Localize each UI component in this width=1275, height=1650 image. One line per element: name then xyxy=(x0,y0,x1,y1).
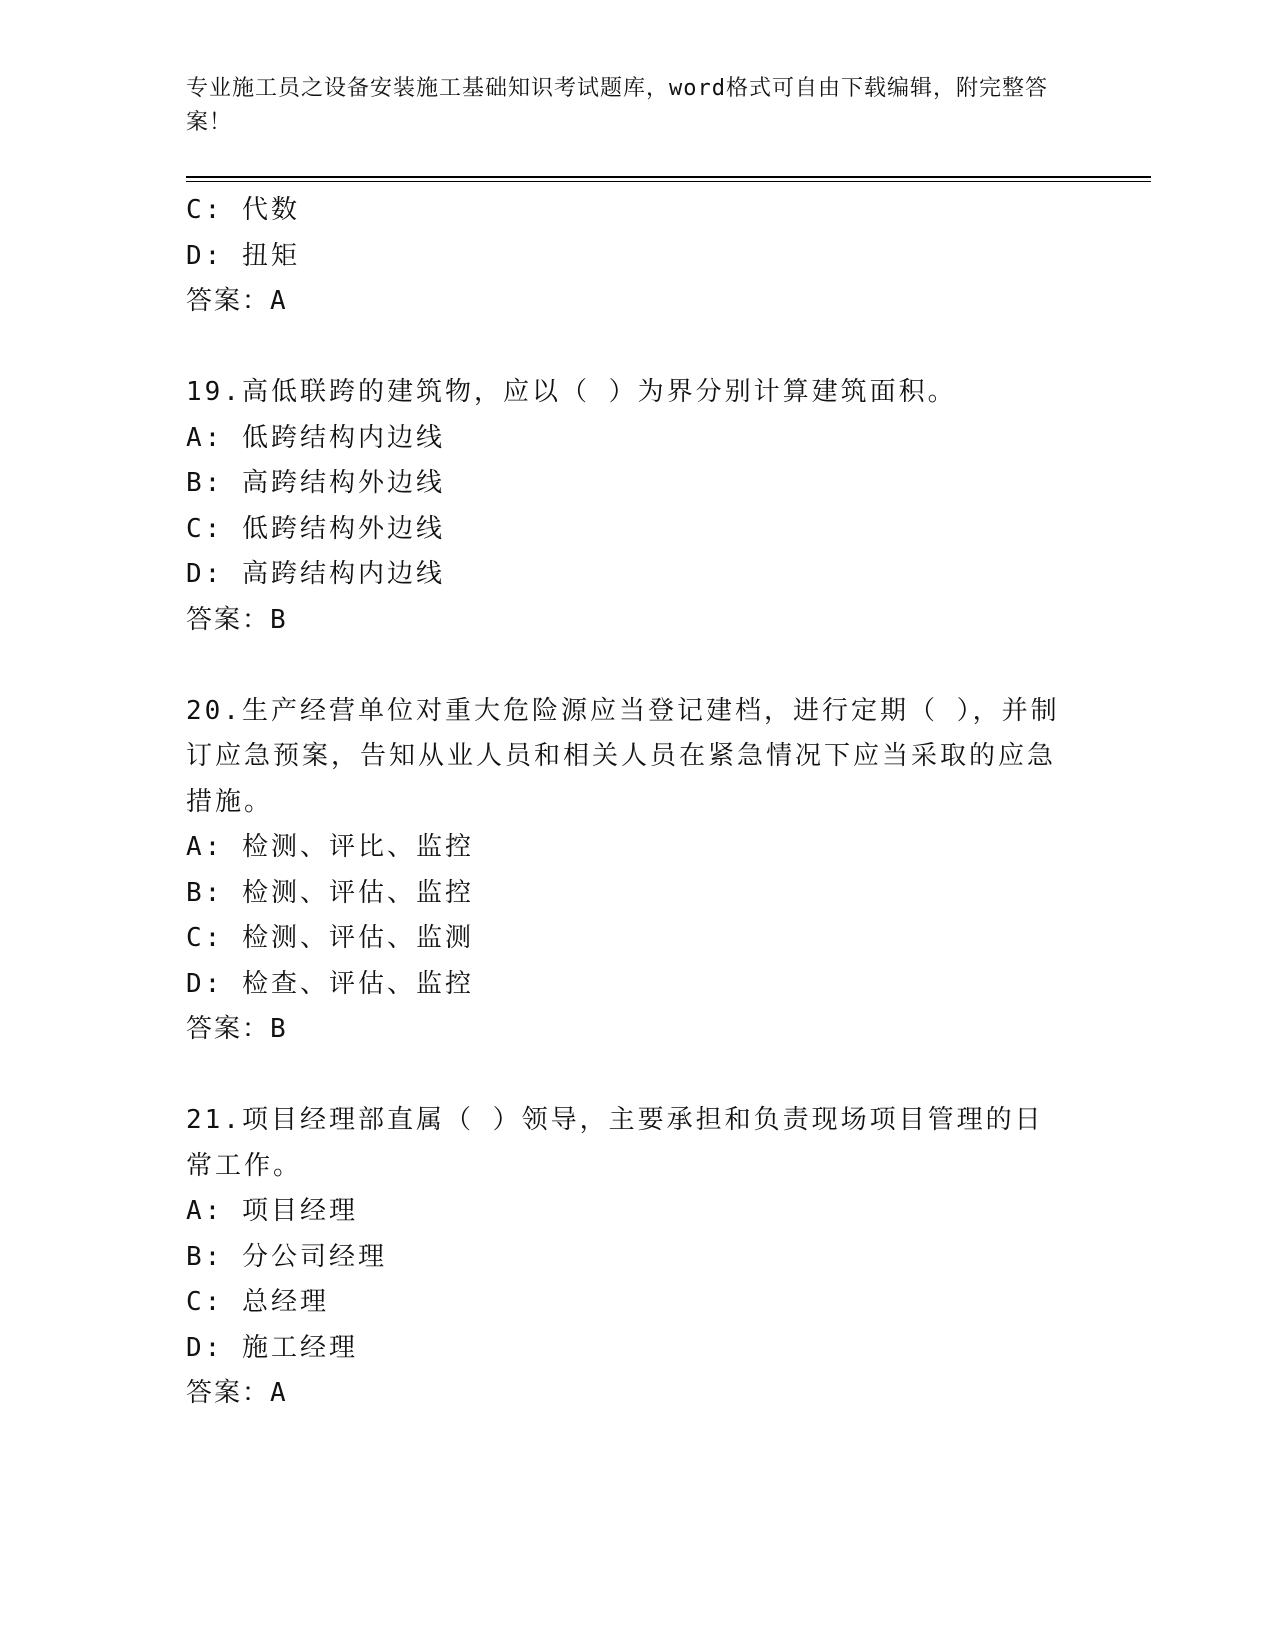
page-header-title: 专业施工员之设备安装施工基础知识考试题库，word格式可自由下载编辑，附完整答案！ xyxy=(186,76,1048,135)
question-20 xyxy=(186,689,1066,1053)
spacer xyxy=(186,643,1066,689)
option-a: A: 低跨结构内边线 xyxy=(186,422,445,453)
question-19 xyxy=(186,370,1066,643)
header-divider-thin xyxy=(186,181,1151,182)
answer-line: 答案：A xyxy=(186,286,288,316)
option-d: D: 检查、评估、监控 xyxy=(186,968,474,999)
option-c: C: 总经理 xyxy=(186,1287,329,1317)
question-text: 21.项目经理部直属（ ）领导，主要承担和负责现场项目管理的日常工作。 xyxy=(186,1105,1044,1181)
spacer xyxy=(186,325,1066,371)
header-divider-thick xyxy=(186,176,1151,178)
option-b: B: 高跨结构外边线 xyxy=(186,468,445,498)
option-d: D: 高跨结构内边线 xyxy=(186,559,445,589)
option-a: A: 检测、评比、监控 xyxy=(186,832,474,862)
option-c: C: 低跨结构外边线 xyxy=(186,513,445,544)
option-d: D: 扭矩 xyxy=(186,240,300,271)
option-c: C: 检测、评估、监测 xyxy=(186,923,474,953)
option-b: B: 检测、评估、监控 xyxy=(186,877,474,908)
question-18-continued xyxy=(186,188,1066,325)
question-21 xyxy=(186,1098,1066,1417)
answer-line: 答案：B xyxy=(186,1014,288,1044)
option-d: D: 施工经理 xyxy=(186,1332,358,1363)
spacer xyxy=(186,1053,1066,1099)
answer-line: 答案：A xyxy=(186,1378,288,1408)
option-a: A: 项目经理 xyxy=(186,1196,358,1226)
option-b: B: 分公司经理 xyxy=(186,1241,387,1272)
question-text: 19.高低联跨的建筑物，应以（ ）为界分别计算建筑面积。 xyxy=(186,377,957,407)
question-list xyxy=(186,188,1066,1417)
option-c: C: 代数 xyxy=(186,195,300,225)
question-text: 20.生产经营单位对重大危险源应当登记建档，进行定期（ ），并制订应急预案，告知从业人员和相关人员在紧急情况下应当采取的应急措施。 xyxy=(186,695,1060,817)
answer-line: 答案：B xyxy=(186,604,288,635)
